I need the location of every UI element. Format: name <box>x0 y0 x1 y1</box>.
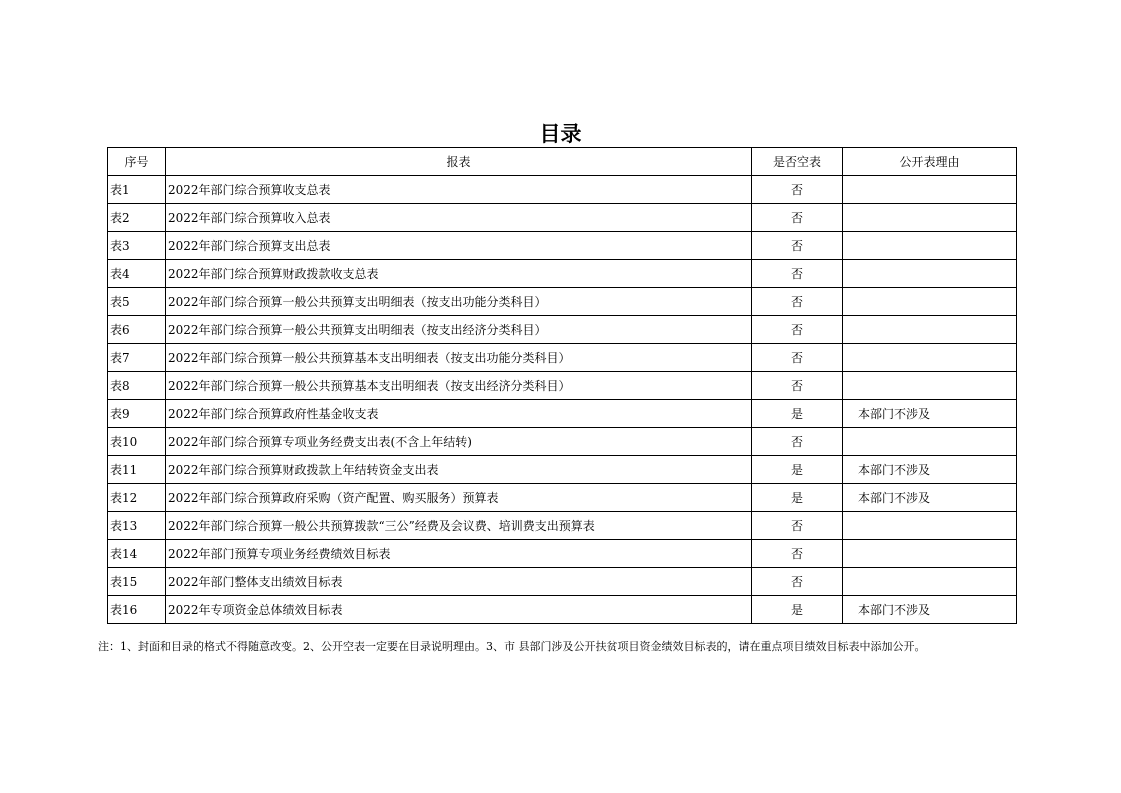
cell-is-empty: 否 <box>752 512 843 540</box>
cell-is-empty: 是 <box>752 484 843 512</box>
cell-no: 表5 <box>108 288 166 316</box>
cell-reason: 本部门不涉及 <box>843 484 1017 512</box>
cell-no: 表8 <box>108 372 166 400</box>
cell-no: 表7 <box>108 344 166 372</box>
cell-no: 表6 <box>108 316 166 344</box>
cell-reason <box>843 260 1017 288</box>
table-row <box>108 596 1017 624</box>
cell-no: 表13 <box>108 512 166 540</box>
table-row <box>108 512 1017 540</box>
table-row <box>108 428 1017 456</box>
cell-is-empty: 否 <box>752 232 843 260</box>
cell-no: 表11 <box>108 456 166 484</box>
table-header-row <box>108 148 1017 176</box>
cell-no: 表2 <box>108 204 166 232</box>
cell-no: 表14 <box>108 540 166 568</box>
cell-is-empty: 否 <box>752 372 843 400</box>
cell-report: 2022年部门综合预算一般公共预算支出明细表（按支出经济分类科目） <box>166 316 752 344</box>
cell-is-empty: 否 <box>752 316 843 344</box>
cell-reason <box>843 540 1017 568</box>
cell-no: 表10 <box>108 428 166 456</box>
cell-report: 2022年专项资金总体绩效目标表 <box>166 596 752 624</box>
cell-report: 2022年部门综合预算财政拨款上年结转资金支出表 <box>166 456 752 484</box>
cell-is-empty: 是 <box>752 456 843 484</box>
cell-reason <box>843 176 1017 204</box>
table-row <box>108 568 1017 596</box>
table-row <box>108 400 1017 428</box>
cell-is-empty: 否 <box>752 540 843 568</box>
table-row <box>108 204 1017 232</box>
cell-no: 表9 <box>108 400 166 428</box>
cell-reason: 本部门不涉及 <box>843 456 1017 484</box>
cell-reason <box>843 204 1017 232</box>
cell-is-empty: 否 <box>752 428 843 456</box>
cell-report: 2022年部门综合预算财政拨款收支总表 <box>166 260 752 288</box>
cell-no: 表16 <box>108 596 166 624</box>
cell-is-empty: 是 <box>752 400 843 428</box>
table-row <box>108 176 1017 204</box>
cell-no: 表1 <box>108 176 166 204</box>
header-is-empty: 是否空表 <box>752 148 843 176</box>
cell-reason <box>843 344 1017 372</box>
cell-report: 2022年部门综合预算收入总表 <box>166 204 752 232</box>
header-reason: 公开表理由 <box>843 148 1017 176</box>
cell-is-empty: 否 <box>752 176 843 204</box>
cell-report: 2022年部门综合预算收支总表 <box>166 176 752 204</box>
cell-report: 2022年部门综合预算一般公共预算支出明细表（按支出功能分类科目） <box>166 288 752 316</box>
cell-report: 2022年部门综合预算专项业务经费支出表(不含上年结转) <box>166 428 752 456</box>
cell-reason <box>843 288 1017 316</box>
cell-reason <box>843 512 1017 540</box>
toc-table <box>107 147 1017 624</box>
cell-report: 2022年部门综合预算一般公共预算拨款“三公”经费及会议费、培训费支出预算表 <box>166 512 752 540</box>
cell-report: 2022年部门综合预算一般公共预算基本支出明细表（按支出功能分类科目） <box>166 344 752 372</box>
table-row <box>108 232 1017 260</box>
footnote: 注：1、封面和目录的格式不得随意改变。2、公开空表一定要在目录说明理由。3、市 县部门涉及公开扶贫项目资金绩效目标表的，请在重点项目绩效目标表中添加公开。 <box>98 640 926 653</box>
cell-reason <box>843 316 1017 344</box>
table-row <box>108 484 1017 512</box>
cell-is-empty: 否 <box>752 288 843 316</box>
table-row <box>108 540 1017 568</box>
cell-report: 2022年部门综合预算政府性基金收支表 <box>166 400 752 428</box>
cell-report: 2022年部门综合预算一般公共预算基本支出明细表（按支出经济分类科目） <box>166 372 752 400</box>
cell-reason <box>843 428 1017 456</box>
cell-is-empty: 是 <box>752 596 843 624</box>
page-title: 目录 <box>539 122 582 146</box>
table-row <box>108 316 1017 344</box>
table-row <box>108 288 1017 316</box>
cell-reason <box>843 232 1017 260</box>
table-row <box>108 372 1017 400</box>
cell-no: 表4 <box>108 260 166 288</box>
table-row <box>108 456 1017 484</box>
cell-no: 表12 <box>108 484 166 512</box>
cell-is-empty: 否 <box>752 568 843 596</box>
cell-is-empty: 否 <box>752 260 843 288</box>
header-no: 序号 <box>108 148 166 176</box>
header-report: 报表 <box>166 148 752 176</box>
cell-no: 表3 <box>108 232 166 260</box>
cell-reason <box>843 372 1017 400</box>
cell-no: 表15 <box>108 568 166 596</box>
cell-report: 2022年部门预算专项业务经费绩效目标表 <box>166 540 752 568</box>
cell-is-empty: 否 <box>752 344 843 372</box>
cell-reason <box>843 568 1017 596</box>
cell-report: 2022年部门综合预算政府采购（资产配置、购买服务）预算表 <box>166 484 752 512</box>
cell-report: 2022年部门综合预算支出总表 <box>166 232 752 260</box>
cell-reason: 本部门不涉及 <box>843 596 1017 624</box>
cell-reason: 本部门不涉及 <box>843 400 1017 428</box>
cell-is-empty: 否 <box>752 204 843 232</box>
cell-report: 2022年部门整体支出绩效目标表 <box>166 568 752 596</box>
table-row <box>108 260 1017 288</box>
table-row <box>108 344 1017 372</box>
